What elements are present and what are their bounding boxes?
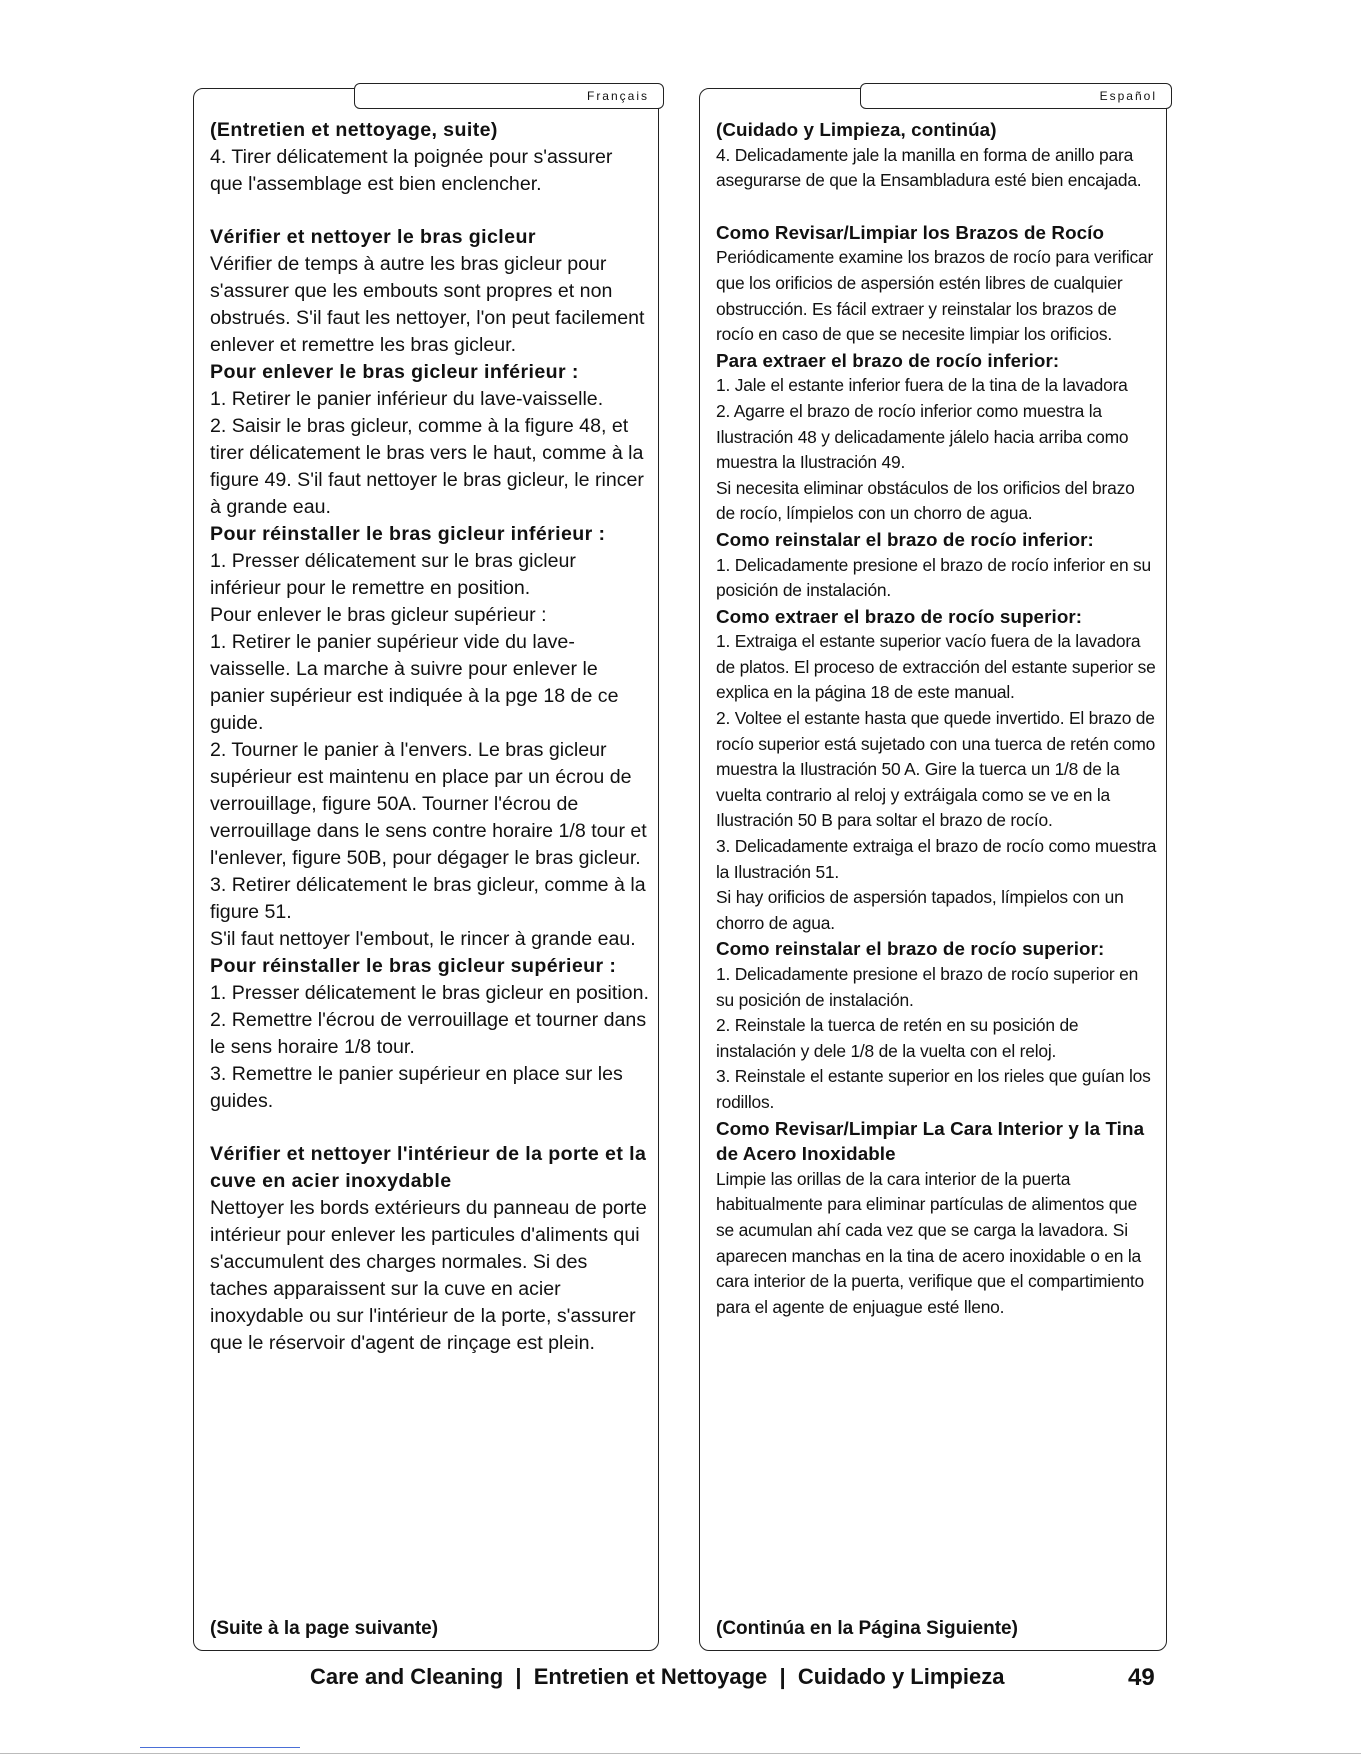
- spanish-upper-remove-step2: 2. Voltee el estante hasta que quede invertido. El brazo de rocío superior está sujetado con una tuerca de retén como muestra la Ilustración 50 A. Gire la tuerca un 1/8 de la vuelta contrario al reloj y extráigala como se ve en la Ilustración 50 B para soltar el brazo de rocío.: [716, 708, 1156, 831]
- spanish-section2-text: Limpie las orillas de la cara interior de la puerta habitualmente para eliminar partículas de alimentos que se acumulan ahí cada vez que se carga la lavadora. Si aparecen manchas en la tina de acero inoxidable o en la cara interior de la puerta, verifique que el compartimiento para el agente de enjuague esté lleno.: [716, 1168, 1145, 1317]
- french-lower-remove-step2: 2. Saisir le bras gicleur, comme à la figure 48, et tirer délicatement le bras vers le haut, comme à la figure 49. S'il faut nettoyer le bras gicleur, le rincer à grande eau.: [210, 415, 644, 518]
- french-section1-heading: Vérifier et nettoyer le bras gicleur: [210, 226, 536, 248]
- page-number: 49: [1128, 1664, 1155, 1691]
- french-content: [210, 117, 650, 1357]
- spanish-lower-remove-heading: Para extraer el brazo de rocío inferior:: [716, 349, 1060, 371]
- spanish-section1-text: Periódicamente examine los brazos de rocío para verificar que los orificios de aspersión estén libres de cualquier obstrucción. Es fácil extraer y reinstalar los brazos de rocío en caso de que se necesite limpiar los orificios.: [716, 247, 1154, 345]
- french-upper-remove-step2: 2. Tourner le panier à l'envers. Le bras gicleur supérieur est maintenu en place par un écrou de verrouillage, figure 50A. Tourner l'écrou de verrouillage dans le sens contre horaire 1/8 tour et l'enlever, figure 50B, pour dégager le bras gicleur.: [210, 739, 647, 869]
- spanish-upper-install-step2: 2. Reinstale la tuerca de retén en su posición de instalación y dele 1/8 de la vuelta con el reloj.: [716, 1015, 1079, 1061]
- spanish-upper-install-heading: Como reinstalar el brazo de rocío superior:: [716, 938, 1105, 960]
- french-section2-text: Nettoyer les bords extérieurs du panneau de porte intérieur pour enlever les particules d'aliments qui s'accumulent des charges normales. Si des taches apparaissent sur la cuve en acier inoxydable ou sur l'intérieur de la porte, s'assurer que le réservoir d'agent de rinçage est plein.: [210, 1197, 647, 1354]
- spanish-language-tab: [860, 83, 1172, 109]
- spanish-continued-note: (Continúa en la Página Siguiente): [716, 1618, 1018, 1639]
- french-upper-install-step3: 3. Remettre le panier supérieur en place sur les guides.: [210, 1063, 623, 1112]
- french-lower-install-step1: 1. Presser délicatement sur le bras gicleur inférieur pour le remettre en position.: [210, 550, 576, 599]
- spanish-lower-install-heading: Como reinstalar el brazo de rocío inferior:: [716, 528, 1094, 550]
- spanish-section1-heading: Como Revisar/Limpiar los Brazos de Rocío: [716, 221, 1105, 243]
- bottom-divider: [0, 1753, 1361, 1754]
- french-upper-remove-intro: Pour enlever le bras gicleur supérieur :: [210, 604, 547, 626]
- spanish-intro: 4. Delicadamente jale la manilla en forma de anillo para asegurarse de que la Ensambladura esté bien encajada.: [716, 144, 1142, 191]
- spanish-title: (Cuidado y Limpieza, continúa): [716, 119, 997, 140]
- french-lower-install-heading: Pour réinstaller le bras gicleur inférieur :: [210, 523, 606, 545]
- spanish-upper-remove-step1: 1. Extraiga el estante superior vacío fuera de la lavadora de platos. El proceso de extracción del estante superior se explica en la página 18 de este manual.: [716, 631, 1156, 703]
- spanish-upper-remove-heading: Como extraer el brazo de rocío superior:: [716, 605, 1083, 627]
- spanish-lower-install-step1: 1. Delicadamente presione el brazo de rocío inferior en su posición de instalación.: [716, 554, 1152, 601]
- french-tab-label: Français: [586, 89, 649, 103]
- spanish-upper-remove-note: Si hay orificios de aspersión tapados, límpielos con un chorro de agua.: [716, 887, 1124, 933]
- spanish-upper-install-step3: 3. Reinstale el estante superior en los rieles que guían los rodillos.: [716, 1066, 1151, 1112]
- french-upper-install-step2: 2. Remettre l'écrou de verrouillage et tourner dans le sens horaire 1/8 tour.: [210, 1009, 647, 1058]
- spanish-lower-remove-note: Si necesita eliminar obstáculos de los orificios del brazo de rocío, límpielos con un chorro de agua.: [716, 477, 1135, 524]
- french-upper-remove-note: S'il faut nettoyer l'embout, le rincer à grande eau.: [210, 928, 636, 950]
- french-upper-remove-step1: 1. Retirer le panier supérieur vide du lave-vaisselle. La marche à suivre pour enlever le panier supérieur est indiquée à la pge 18 de ce guide.: [210, 631, 619, 734]
- french-upper-remove-step3: 3. Retirer délicatement le bras gicleur, comme à la figure 51.: [210, 874, 646, 923]
- french-language-tab: [354, 83, 664, 109]
- page-footer: [0, 1664, 1361, 1698]
- french-lower-remove-heading: Pour enlever le bras gicleur inférieur :: [210, 361, 579, 383]
- french-section2-heading: Vérifier et nettoyer l'intérieur de la porte et la cuve en acier inoxydable: [210, 1143, 647, 1192]
- french-continued-note: (Suite à la page suivante): [210, 1618, 439, 1639]
- spanish-upper-install-step1: 1. Delicadamente presione el brazo de rocío superior en su posición de instalación.: [716, 964, 1139, 1010]
- french-lower-remove-step1: 1. Retirer le panier inférieur du lave-vaisselle.: [210, 388, 604, 410]
- spanish-tab-label: Español: [1099, 89, 1157, 103]
- french-column: [193, 88, 659, 1651]
- bottom-link-underline: [140, 1747, 300, 1748]
- french-section1-text: Vérifier de temps à autre les bras gicleur pour s'assurer que les embouts sont propres et non obstrués. S'il faut les nettoyer, l'on peut facilement enlever et remettre les bras gicleur.: [210, 253, 645, 356]
- spanish-content: [716, 117, 1158, 1320]
- french-upper-install-step1: 1. Presser délicatement le bras gicleur en position.: [210, 982, 649, 1004]
- french-upper-install-heading: Pour réinstaller le bras gicleur supérieur :: [210, 955, 617, 977]
- spanish-lower-remove-step1: 1. Jale el estante inferior fuera de la tina de la lavadora: [716, 375, 1128, 396]
- spanish-column: [699, 88, 1167, 1651]
- footer-section-title: Care and Cleaning | Entretien et Nettoyage | Cuidado y Limpieza: [310, 1664, 1005, 1689]
- spanish-section2-heading: Como Revisar/Limpiar La Cara Interior y la Tina de Acero Inoxidable: [716, 1117, 1145, 1165]
- spanish-lower-remove-step2: 2. Agarre el brazo de rocío inferior como muestra la Ilustración 48 y delicadamente jálelo hacia arriba como muestra la Ilustración 49.: [716, 400, 1129, 473]
- french-intro: 4. Tirer délicatement la poignée pour s'assurer que l'assemblage est bien enclencher.: [210, 146, 613, 195]
- spanish-upper-remove-step3: 3. Delicadamente extraiga el brazo de rocío como muestra la Ilustración 51.: [716, 836, 1157, 882]
- french-title: (Entretien et nettoyage, suite): [210, 119, 498, 141]
